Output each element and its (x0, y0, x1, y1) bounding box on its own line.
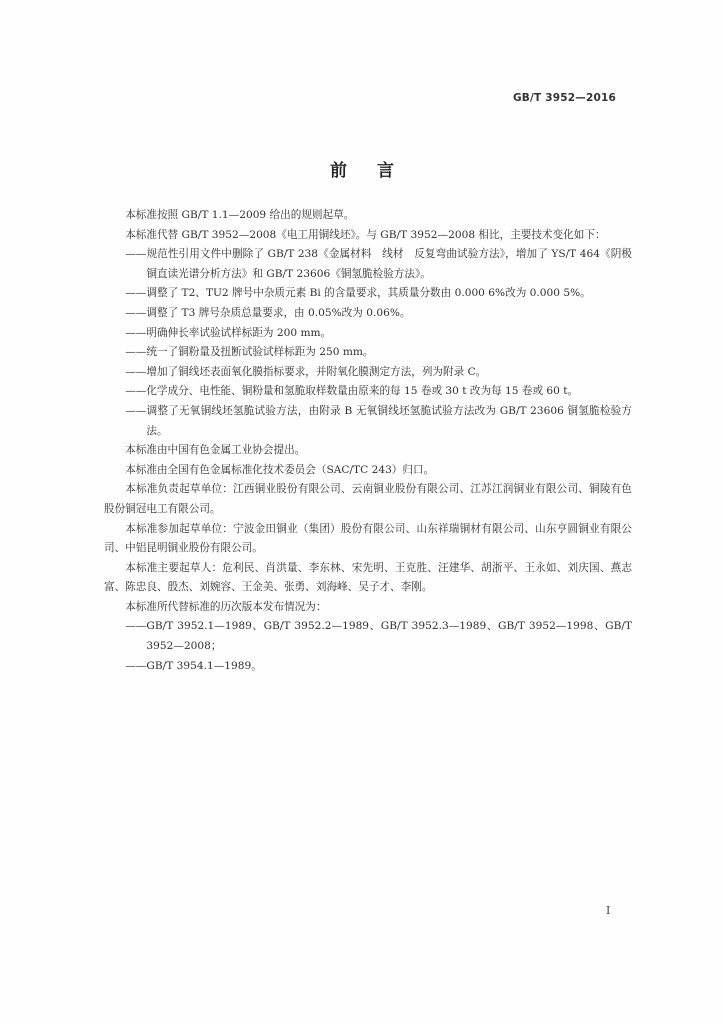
standard-code: GB/T 3952—2016 (512, 92, 616, 104)
page-title: 前言 (330, 161, 424, 181)
history-item: ——GB/T 3954.1—1989。 (125, 659, 262, 672)
paragraph-drafting-rules: 本标准按照 GB/T 1.1—2009 给出的规则起草。 (125, 209, 355, 221)
paragraph-replaces: 本标准代替 GB/T 3952—2008《电工用铜线坯》。与 GB/T 3952—2008 相比，主要技术变化如下： (125, 228, 606, 241)
paragraph-history-intro: 本标准所代替标准的历次版本发布情况为： (125, 600, 327, 613)
paragraph-drafters: 本标准主要起草人：危利民、肖洪量、李东林、宋先明、王克胜、汪建华、胡浙平、王永如、刘庆国、燕志富、陈忠良、殷杰、刘婉容、王金美、张勇、刘海峰、吴子才、李刚。 (104, 561, 632, 594)
change-item: ——规范性引用文件中删除了 GB/T 238《金属材料 线材 反复弯曲试验方法》，增加了 YS/T 464《阴极铜直读光谱分析方法》和 GB/T 23606《铜氢脆检验方法》。 (125, 248, 632, 280)
change-item: ——明确伸长率试验试样标距为 200 mm。 (125, 326, 332, 339)
paragraph-proposed-by: 本标准由中国有色金属工业协会提出。 (125, 444, 306, 457)
paragraph-centralized-by: 本标准由全国有色金属标准化技术委员会（SAC/TC 243）归口。 (125, 463, 435, 476)
history-item: ——GB/T 3952.1—1989、GB/T 3952.2—1989、GB/T 3952.3—1989、GB/T 3952—1998、GB/T 3952—2008； (125, 620, 632, 653)
change-item: ——化学成分、电性能、铜粉量和氢脆取样数量由原来的每 15 卷或 30 t 改为每 15 卷或 60 t。 (125, 385, 579, 398)
page-number: I (606, 904, 611, 917)
change-item: ——调整了 T2、TU2 牌号中杂质元素 Bi 的含量要求，其质量分数由 0.000 6%改为 0.000 5%。 (125, 287, 591, 300)
foreword-body (104, 206, 632, 676)
change-item: ——增加了铜线坯表面氧化膜指标要求，并附氧化膜测定方法，列为附录 C。 (125, 365, 487, 378)
change-item: ——调整了 T3 牌号杂质总量要求，由 0.05%改为 0.06%。 (125, 306, 411, 319)
change-item: ——统一了铜粉量及扭断试验试样标距为 250 mm。 (125, 346, 374, 359)
change-item: ——调整了无氧铜线坯氢脆试验方法，由附录 B 无氧铜线坯氢脆试验方法改为 GB/T 23606 铜氢脆检验方法。 (125, 404, 632, 437)
paragraph-participating-units: 本标准参加起草单位：宁波金田铜业（集团）股份有限公司、山东祥瑞铜材有限公司、山东亨圆铜业有限公司、中铝昆明铜业股份有限公司。 (104, 522, 632, 555)
paragraph-lead-drafting-units: 本标准负责起草单位：江西铜业股份有限公司、云南铜业股份有限公司、江苏江润铜业有限公司、铜陵有色股份铜冠电工有限公司。 (104, 483, 632, 515)
